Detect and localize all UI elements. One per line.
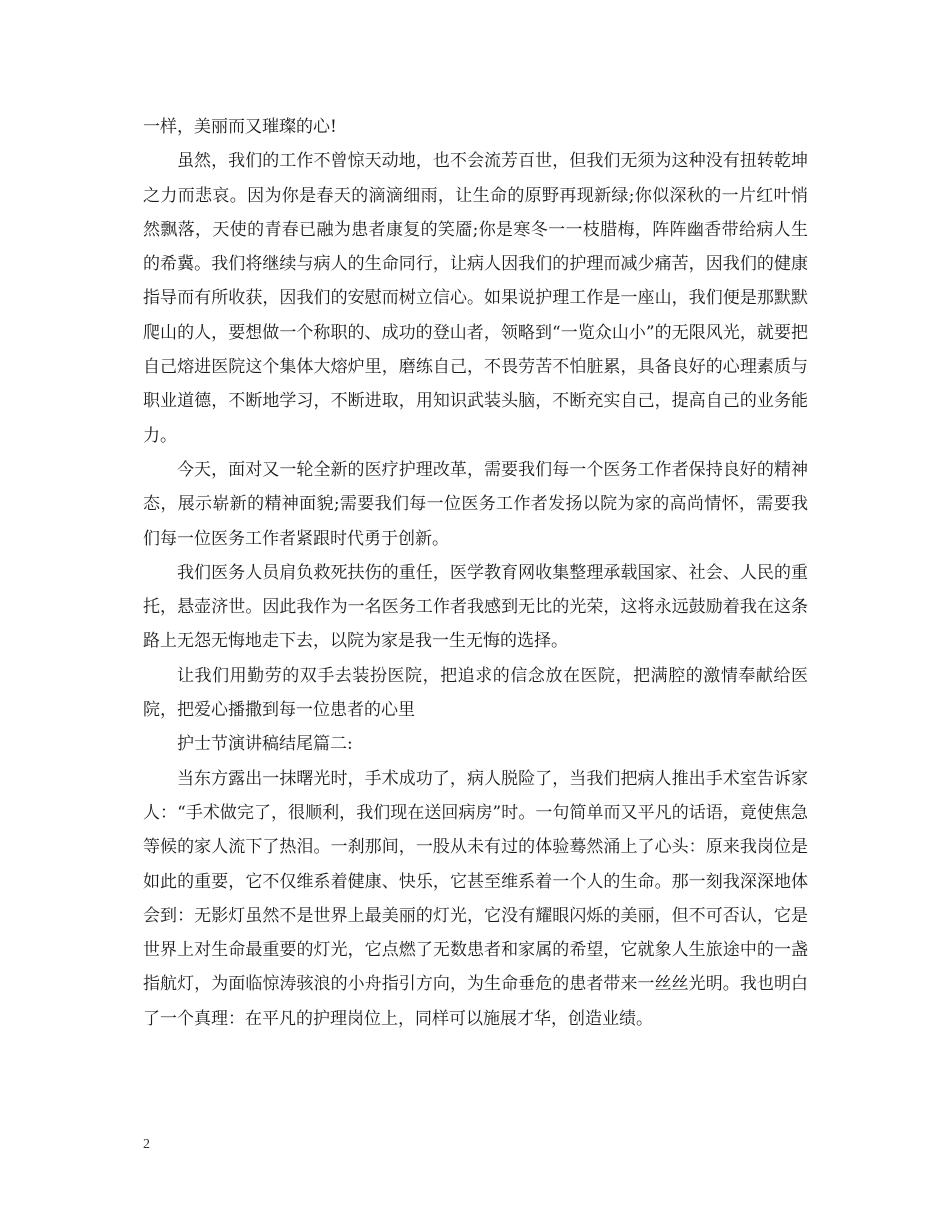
paragraph-5: 让我们用勤劳的双手去装扮医院，把追求的信念放在医院，把满腔的激情奉献给医院，把爱心播撒到每一位患者的心里 <box>143 665 808 721</box>
section-heading: 护士节演讲稿结尾篇二: <box>177 734 353 755</box>
page-number: 2 <box>143 1137 150 1152</box>
paragraph-7: 当东方露出一抹曙光时，手术成功了，病人脱险了，当我们把病人推出手术室告诉家人：“手术做完了，很顺利，我们现在送回病房”时。一句简单而又平凡的话语，竟使焦急等候的家人流下了热泪。一刹那间，一股从未有过的体验蓦然涌上了心头：原来我岗位是如此的重要，它不仅维系着健康、快乐，它甚至维系着一个人的生命。那一刻我深深地体会到：无影灯虽然不是世界上最美丽的灯光，它没有耀眼闪烁的美丽，但不可否认，它是世界上对生命最重要的灯光，它点燃了无数患者和家属的希望，它就象人生旅途中的一盏指航灯，为面临惊涛骇浪的小舟指引方向，为生命垂危的患者带来一丝丝光明。我也明白了一个真理：在平凡的护理岗位上，同样可以施展才华，创造业绩。 <box>143 768 808 1029</box>
paragraph-4: 我们医务人员肩负救死扶伤的重任，医学教育网收集整理承载国家、社会、人民的重托，悬壶济世。因此我作为一名医务工作者我感到无比的光荣，这将永远鼓励着我在这条路上无怨无悔地走下去，以院为家是我一生无悔的选择。 <box>143 562 808 652</box>
paragraph-1: 一样，美丽而又璀璨的心! <box>143 117 337 137</box>
document-body <box>143 110 808 1036</box>
paragraph-2: 虽然，我们的工作不曾惊天动地，也不会流芳百世，但我们无须为这种没有扭转乾坤之力而悲哀。因为你是春天的滴滴细雨，让生命的原野再现新绿;你似深秋的一片红叶悄然飘落，天使的青春已融为患者康复的笑靥;你是寒冬一一枝腊梅，阵阵幽香带给病人生的希冀。我们将继续与病人的生命同行，让病人因我们的护理而减少痛苦，因我们的健康指导而有所收获，因我们的安慰而树立信心。如果说护理工作是一座山，我们便是那默默爬山的人，要想做一个称职的、成功的登山者，领略到“一览众山小”的无限风光，就要把自己熔进医院这个集体大熔炉里，磨练自己，不畏劳苦不怕脏累，具备良好的心理素质与职业道德，不断地学习，不断进取，用知识武装头脑，不断充实自己，提高自己的业务能力。 <box>143 151 808 446</box>
paragraph-3: 今天，面对又一轮全新的医疗护理改革，需要我们每一个医务工作者保持良好的精神态，展示崭新的精神面貌;需要我们每一位医务工作者发扬以院为家的高尚情怀，需要我们每一位医务工作者紧跟时代勇于创新。 <box>143 459 808 549</box>
